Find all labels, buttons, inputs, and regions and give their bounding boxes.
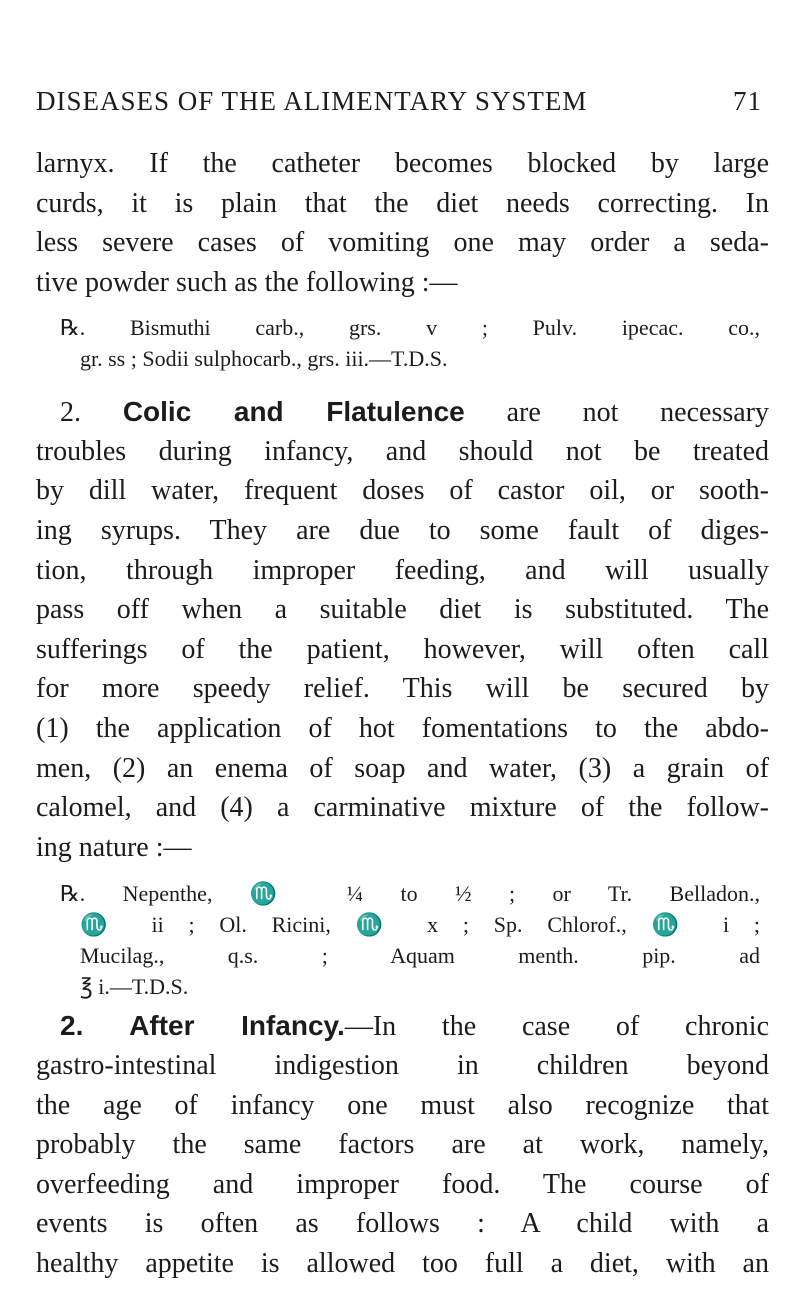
section-heading-line — [60, 396, 769, 429]
paragraph-line: men, (2) an enema of soap and water, (3) a grain of — [36, 752, 769, 784]
paragraph-line: for more speedy relief. This will be secured by — [36, 673, 769, 705]
prescription-line: Mucilag., q.s. ; Aquam menth. pip. ad — [80, 942, 760, 968]
paragraph-line: gastro-intestinal indigestion in children beyond — [36, 1050, 769, 1082]
prescription-line: ℥ i.—T.D.S. — [80, 973, 189, 999]
paragraph-line: events is often as follows : A child with a — [36, 1208, 769, 1240]
paragraph-line: calomel, and (4) a carminative mixture of the follow- — [36, 792, 769, 824]
paragraph-line: healthy appetite is allowed too full a diet, with an — [36, 1248, 769, 1279]
paragraph-line: pass off when a suitable diet is substituted. The — [36, 594, 769, 626]
paragraph-line: sufferings of the patient, however, will often call — [36, 633, 769, 665]
section-heading-rest: are not necessary — [506, 397, 770, 429]
prescription-line: ♏ ii ; Ol. Ricini, ♏ x ; Sp. Chlorof., ♏ i ; — [80, 911, 760, 937]
paragraph-line: the age of infancy one must also recognize that — [36, 1089, 769, 1121]
section-heading-line — [60, 1010, 769, 1043]
section-heading-rest: —In the case of chronic — [344, 1011, 769, 1043]
prescription-line: ℞. Nepenthe, ♏ ¼ to ½ ; or Tr. Belladon., — [60, 881, 760, 906]
paragraph-line: troubles during infancy, and should not be treated — [36, 435, 769, 467]
paragraph-line: tion, through improper feeding, and will usually — [36, 554, 769, 586]
paragraph-line: ing nature :— — [36, 831, 192, 863]
prescription-line: ℞. Bismuthi carb., grs. v ; Pulv. ipecac. co., — [60, 315, 760, 341]
page-number: 71 — [733, 86, 762, 116]
paragraph-line: overfeeding and improper food. The course of — [36, 1168, 769, 1200]
paragraph-line: tive powder such as the following :— — [36, 266, 458, 298]
prescription-line: gr. ss ; Sodii sulphocarb., grs. iii.—T.D.S. — [80, 345, 448, 371]
paragraph-line: larnyx. If the catheter becomes blocked by large — [36, 148, 769, 179]
chapter-title: DISEASES OF THE ALIMENTARY SYSTEM — [36, 86, 588, 116]
running-head — [36, 86, 762, 126]
paragraph-line: by dill water, frequent doses of castor oil, or sooth- — [36, 475, 769, 507]
paragraph-line: less severe cases of vomiting one may order a seda- — [36, 227, 769, 259]
section-heading: Colic and Flatulence — [122, 396, 465, 428]
section-number: 2. — [60, 397, 81, 429]
paragraph-line: ing syrups. They are due to some fault of diges- — [36, 514, 769, 546]
paragraph-line: probably the same factors are at work, namely, — [36, 1129, 769, 1161]
paragraph-line: (1) the application of hot fomentations to the abdo- — [36, 712, 769, 744]
section-heading: After Infancy. — [129, 1010, 345, 1042]
section-number: 2. — [60, 1010, 84, 1042]
paragraph-line: curds, it is plain that the diet needs correcting. In — [36, 187, 769, 219]
